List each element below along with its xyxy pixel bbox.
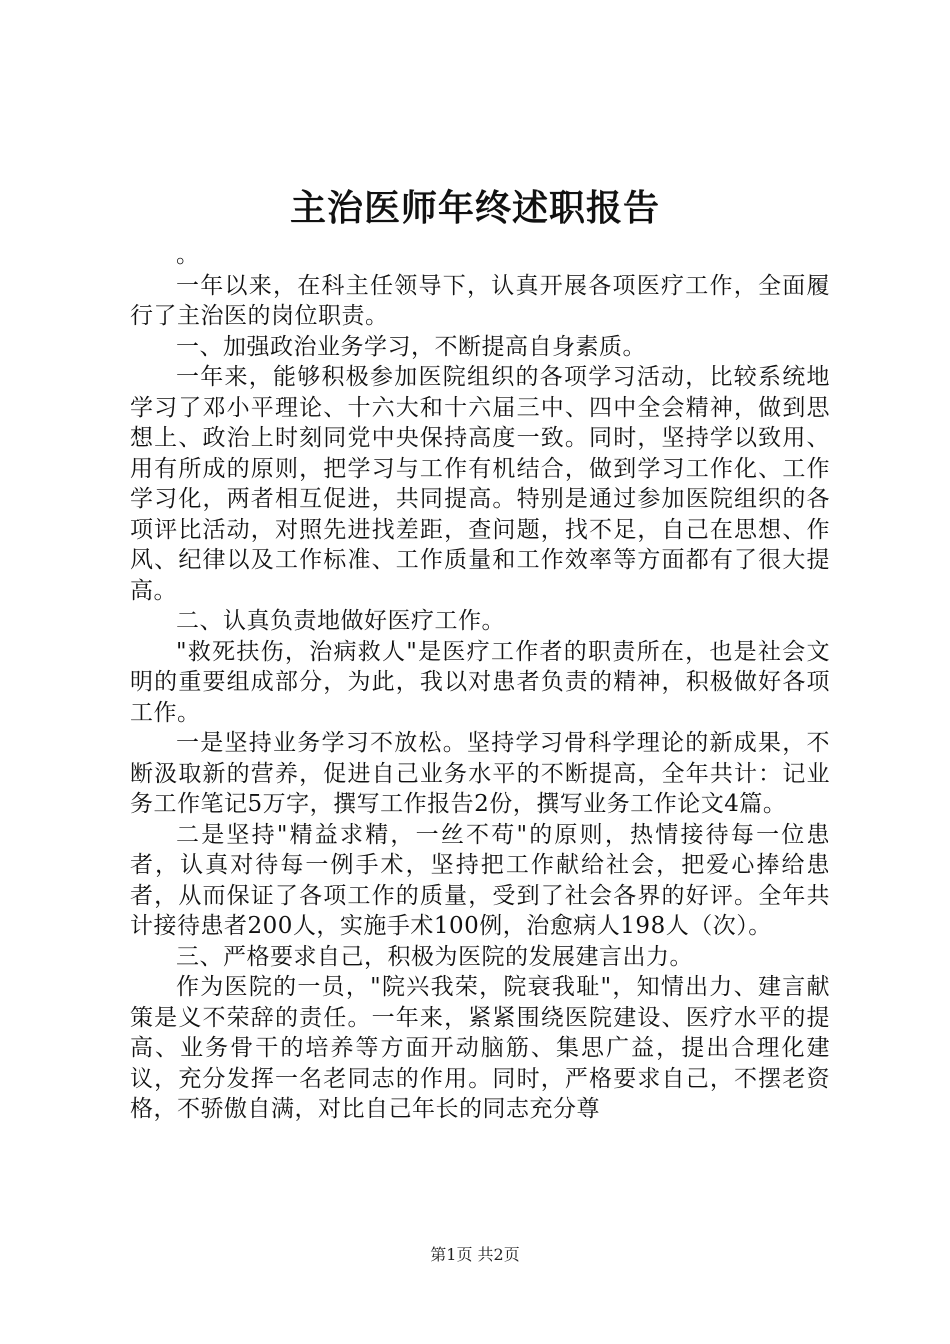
page-title: 主治医师年终述职报告 [289, 187, 660, 229]
paragraph-7: 作为医院的一员，"院兴我荣，院衰我耻"，知情出力、建言献策是义不荣辞的责任。一年来，紧紧围绕医院建设、医疗水平的提高、业务骨干的培养等方面开动脑筋、集思广益，提出合理化建议，充分发挥一名老同志的作用。同时，严格要求自己，不摆老资格，不骄傲自满，对比自己年长的同志充分尊 [130, 974, 830, 1122]
section-heading-1: 一、加强政治业务学习，不断提高自身素质。 [176, 333, 646, 360]
section-heading-2: 二、认真负责地做好医疗工作。 [176, 608, 505, 634]
paragraph-4: "救死扶伤，治病救人"是医疗工作者的职责所在，也是社会文明的重要组成部分，为此，我以对患者负责的精神，积极做好各项工作。 [130, 638, 830, 726]
paragraph-3: 一年来，能够积极参加医院组织的各项学习活动，比较系统地学习了邓小平理论、十六大和十六届三中、四中全会精神，做到思想上、政治上时刻同党中央保持高度一致。同时，坚持学以致用、用有所成的原则，把学习与工作有机结合，做到学习工作化、工作学习化，两者相互促进，共同提高。特别是通过参加医院组织的各项评比活动，对照先进找差距，查问题，找不足，自己在思想、作风、纪律以及工作标准、工作质量和工作效率等方面都有了很大提高。 [130, 364, 830, 604]
paragraph-6: 二是坚持"精益求精，一丝不苟"的原则，热情接待每一位患者，认真对待每一例手术，坚持把工作献给社会，把爱心捧给患者，从而保证了各项工作的质量，受到了社会各界的好评。全年共计接待患者200人，实施手术100例，治愈病人198人（次）。 [130, 821, 830, 939]
paragraph-2: 一年以来，在科主任领导下，认真开展各项医疗工作，全面履行了主治医的岗位职责。 [130, 272, 830, 329]
paragraph-5: 一是坚持业务学习不放松。坚持学习骨科学理论的新成果，不断汲取新的营养，促进自己业务水平的不断提高，全年共计：记业务工作笔记5万字，撰写工作报告2份，撰写业务工作论文4篇。 [130, 730, 830, 817]
page-footer: 第1页 共2页 [430, 1245, 520, 1264]
section-heading-3: 三、严格要求自己，积极为医院的发展建言出力。 [176, 943, 693, 970]
paragraph-1: 。 [176, 242, 200, 268]
document-body [130, 240, 830, 1125]
